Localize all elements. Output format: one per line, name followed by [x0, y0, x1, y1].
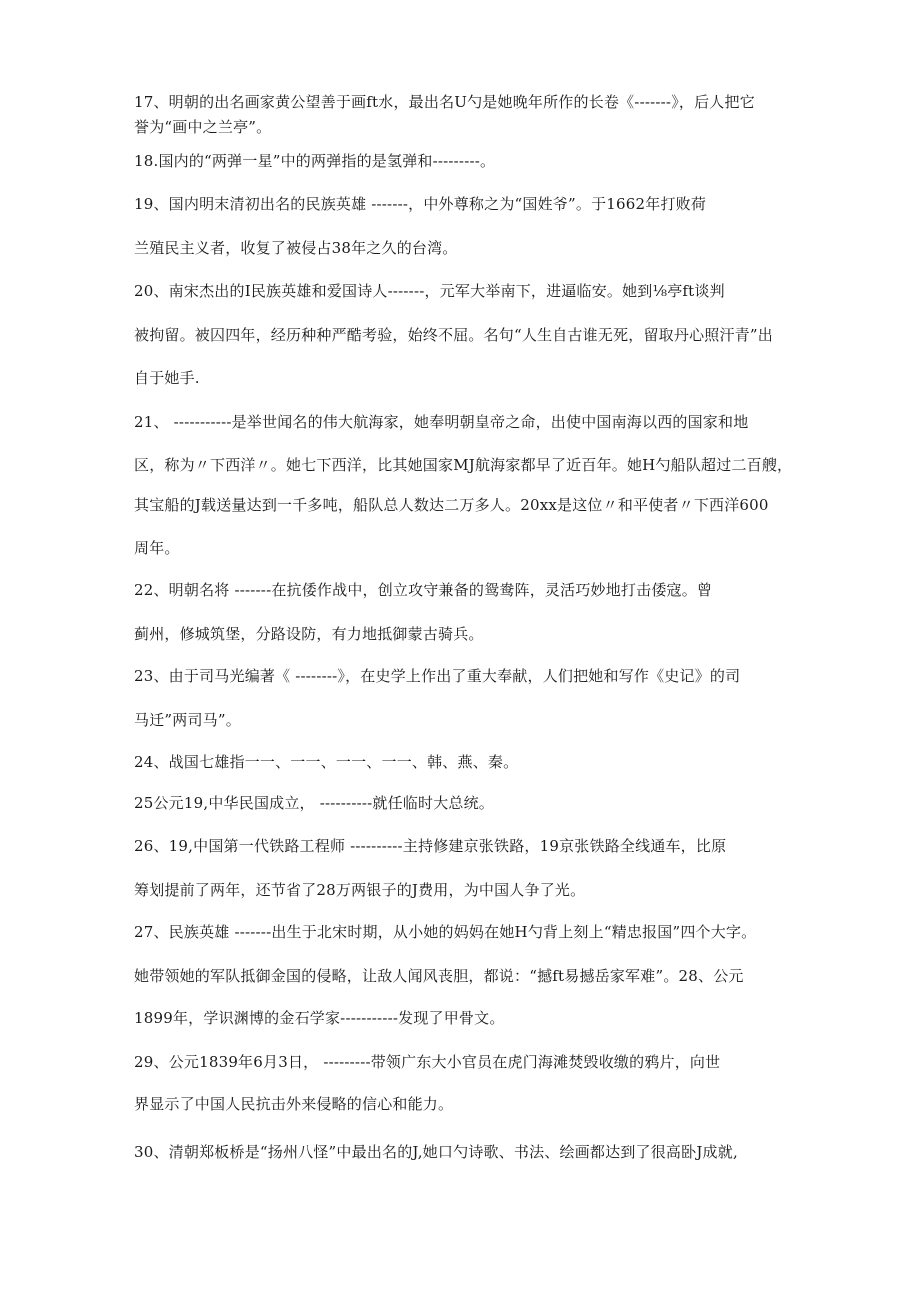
text-line: 23、由于司马光编著《 --------》，在史学上作出了重大奉献，人们把她和写作《史记》的司 [134, 667, 741, 685]
text-line: 筹划提前了两年，还节省了28万两银子的J费用，为中国人争了光。 [134, 881, 586, 899]
text-line: 蓟州，修城筑堡，分路设防，有力地抵御蒙古骑兵。 [134, 625, 484, 643]
text-line: 17、明朝的出名画家黄公望善于画ft水，最出名U勺是她晚年所作的长卷《-------》，后人把它 [134, 93, 755, 111]
text-line: 界显示了中国人民抗击外来侵略的信心和能力。 [134, 1095, 454, 1113]
text-line: 18.国内的“两弹一星”中的两弹指的是氢弹和---------。 [134, 152, 496, 170]
text-line: 兰殖民主义者，收复了被侵占38年之久的台湾。 [134, 239, 458, 257]
text-line: 1899年，学识渊博的金石学家-----------发现了甲骨文。 [134, 1009, 505, 1027]
text-line: 30、清朝郑板桥是“扬州八怪”中最出名的J,她口勺诗歌、书法、绘画都达到了很高卧J成就, [134, 1143, 738, 1161]
text-line: 27、民族英雄 -------出生于北宋时期，从小她的妈妈在她H勺背上刻上“精忠报国”四个大字。 [134, 923, 757, 941]
text-line: 自于她手. [134, 369, 200, 387]
text-line: 21、 -----------是举世闻名的伟大航海家，她奉明朝皇帝之命，出使中国南海以西的国家和地 [134, 413, 749, 431]
text-line: 誉为“画中之兰亭”。 [134, 118, 272, 136]
text-line: 26、19,中国第一代铁路工程师 ----------主持修建京张铁路，19京张铁路全线通车，比原 [134, 837, 727, 855]
text-line: 她带领她的军队抵御金国的侵略，让敌人闻风丧胆，都说：“撼ft易撼岳家军难”。28、公元 [134, 967, 744, 985]
text-line: 马迁”两司马”。 [134, 711, 241, 729]
text-line: 19、国内明末清初出名的民族英雄 -------，中外尊称之为“国姓爷”。于1662年打败荷 [134, 195, 707, 213]
text-line: 周年。 [134, 539, 180, 557]
text-line: 20、南宋杰出的I民族英雄和爱国诗人-------，元军大举南下，进逼临安。她到⅛亭ft谈判 [134, 282, 725, 300]
text-line: 25公元19,中华民国成立， ----------就任临时大总统。 [134, 794, 494, 812]
text-line: 22、明朝名将 -------在抗倭作战中，创立攻守兼备的鸳鸯阵，灵活巧妙地打击倭寇。曾 [134, 581, 713, 599]
text-line: 29、公元1839年6月3日， ---------带领广东大小官员在虎门海滩焚毁收缴的鸦片，向世 [134, 1053, 721, 1071]
text-line: 24、战国七雄指一一、一一、一一、一一、韩、燕、秦。 [134, 753, 519, 771]
text-line: 被拘留。被囚四年，经历种种严酷考验，始终不屈。名句“人生自古谁无死，留取丹心照汗青”出 [134, 326, 773, 344]
text-line: 其宝船的J载送量达到一千多吨，船队总人数达二万多人。20xx是这位〃和平使者〃下西洋600 [134, 496, 769, 514]
text-line: 区，称为〃下西洋〃。她七下西洋，比其她国家MJ航海家都早了近百年。她H勺船队超过二百艘， [134, 456, 793, 474]
